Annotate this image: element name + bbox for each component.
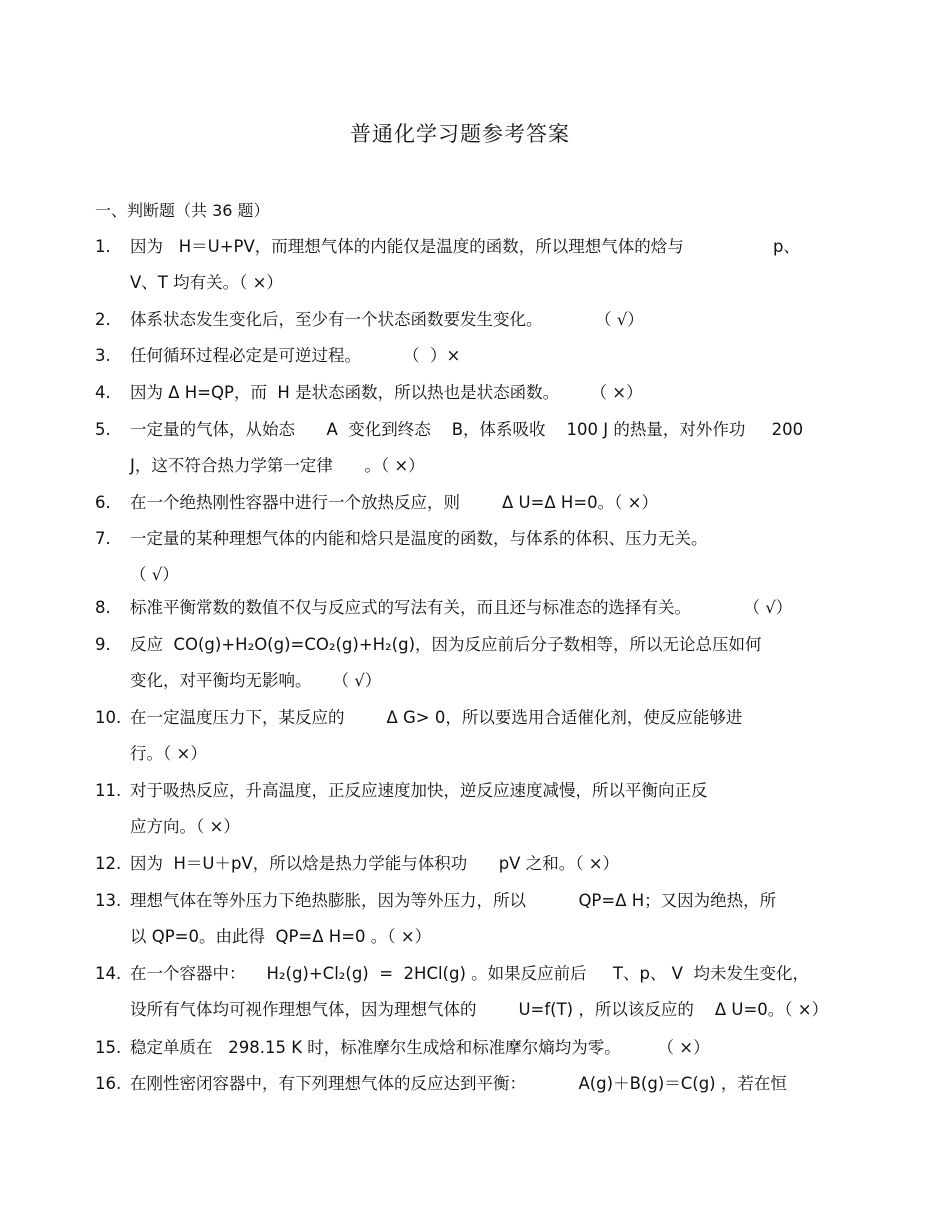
item-text: 体系状态发生变化后，至少有一个状态函数要发生变化。 （ √） [130, 310, 644, 329]
item-text: 应方向。（ ×） [130, 817, 240, 836]
item-text: 变化，对平衡均无影响。 （ √） [130, 671, 382, 690]
item-text: J，这不符合热力学第一定律 。（ ×） [130, 456, 425, 475]
item-number: 13. [95, 891, 122, 910]
item-text: 在一个容器中： H₂(g)+Cl₂(g) = 2HCl(g) 。如果反应前后 T、p、 V 均未发生变化， [130, 964, 809, 983]
item-text: 因为 H＝U＋pV，所以焓是热力学能与体积功 pV 之和。（ ×） [130, 854, 620, 873]
item-number: 6. [95, 493, 111, 512]
item-number: 15. [95, 1038, 122, 1057]
item-text: 标准平衡常数的数值不仅与反应式的写法有关，而且还与标准态的选择有关。 （ √） [130, 598, 793, 617]
item-number: 9. [95, 635, 111, 654]
item-text: 在一个绝热刚性容器中进行一个放热反应，则 Δ U=Δ H=0。（ ×） [130, 493, 658, 512]
item-text: 理想气体在等外压力下绝热膨胀，因为等外压力，所以 QP=Δ H；又因为绝热，所 [130, 891, 777, 910]
item-text: （ √） [130, 565, 179, 584]
item-number: 12. [95, 854, 122, 873]
item-number: 4. [95, 383, 111, 402]
item-text: 因为 H＝U+PV，而理想气体的内能仅是温度的函数，所以理想气体的焓与 p、 [130, 237, 800, 256]
item-number: 11. [95, 781, 122, 800]
page-title: 普通化学习题参考答案 [350, 122, 570, 146]
item-text: 设所有气体均可视作理想气体，因为理想气体的 U=f(T) ，所以该反应的 Δ U=0。（ ×） [130, 1000, 829, 1019]
item-text: 稳定单质在 298.15 K 时，标准摩尔生成焓和标准摩尔熵均为零。 （ ×） [130, 1038, 710, 1057]
item-text: 因为 Δ H=QP，而 H 是状态函数，所以热也是状态函数。 （ ×） [130, 383, 643, 402]
item-number: 3. [95, 346, 111, 365]
item-number: 8. [95, 598, 111, 617]
item-text: 反应 CO(g)+H₂O(g)=CO₂(g)+H₂(g)，因为反应前后分子数相等，所以无论总压如何 [130, 635, 762, 654]
item-text: 一定量的某种理想气体的内能和焓只是温度的函数，与体系的体积、压力无关。 [130, 529, 708, 548]
item-text: 行。（ ×） [130, 744, 207, 763]
item-text: V、T 均有关。（ ×） [130, 273, 283, 292]
item-number: 10. [95, 708, 122, 727]
item-number: 5. [95, 420, 111, 439]
item-text: 在一定温度压力下，某反应的 Δ G> 0，所以要选用合适催化剂，使反应能够进 [130, 708, 743, 727]
item-number: 2. [95, 310, 111, 329]
item-text: 在刚性密闭容器中，有下列理想气体的反应达到平衡： A(g)＋B(g)＝C(g) ，若在恒 [130, 1074, 787, 1093]
item-number: 16. [95, 1074, 122, 1093]
item-number: 7. [95, 529, 111, 548]
item-text: 对于吸热反应，升高温度，正反应速度加快，逆反应速度减慢，所以平衡向正反 [130, 781, 708, 800]
item-text: 以 QP=0。由此得 QP=Δ H=0 。（ ×） [130, 927, 432, 946]
item-text: 一定量的气体，从始态 A 变化到终态 B，体系吸收 100 J 的热量，对外作功 200 [130, 420, 804, 439]
item-number: 14. [95, 964, 122, 983]
section-heading: 一、判断题（共 36 题） [95, 201, 270, 220]
item-number: 1. [95, 237, 111, 256]
item-text: 任何循环过程必定是可逆过程。 （ ）× [130, 346, 461, 365]
